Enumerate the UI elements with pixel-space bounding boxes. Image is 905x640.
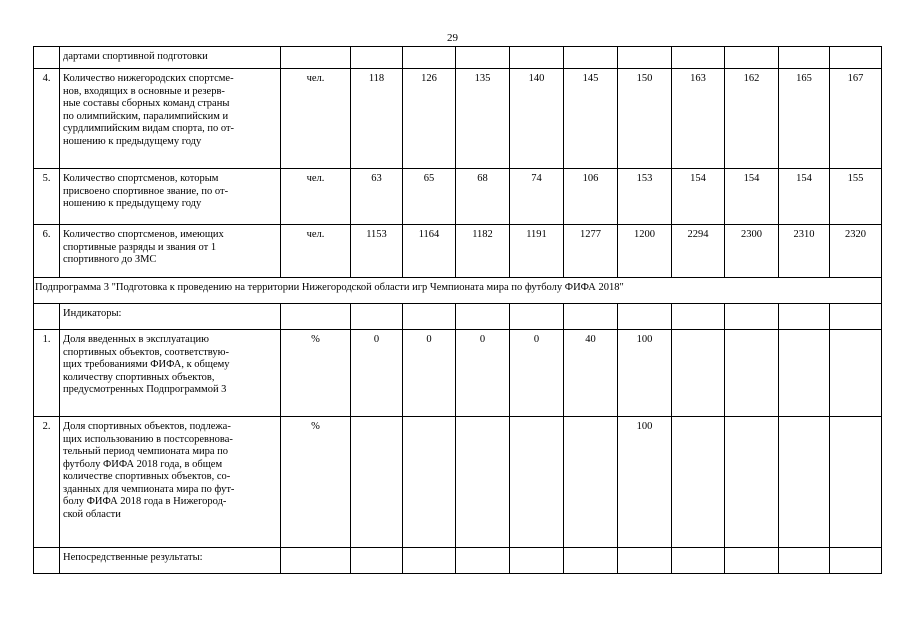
value-cell [564,304,618,330]
table-row [34,304,882,330]
value-cell: 2310 [779,225,830,278]
value-cell: 140 [510,69,564,169]
description-line: Количество спортсменов, имеющих [63,229,224,240]
description-line: тельный период чемпионата мира по [63,446,229,457]
value-cell: 1191 [510,225,564,278]
indicator-description [60,330,281,417]
value-cell [456,304,510,330]
value-cell: 65 [403,169,456,225]
indicator-description [60,417,281,548]
value-cell [672,330,725,417]
unit-cell: % [281,330,351,417]
row-number: 5. [34,169,60,225]
value-cell [456,417,510,548]
value-cell: 40 [564,330,618,417]
table-row [34,225,882,278]
description-line: ношению к предыдущему году [63,135,202,147]
value-cell [351,548,403,574]
value-cell: 100 [618,330,672,417]
description-line: Доля спортивных объектов, подлежа- [63,421,231,432]
value-cell [564,417,618,548]
description-line: футболу ФИФА 2018 года, в общем [63,458,223,470]
description-line: ные составы сборных команд страны [63,98,230,109]
value-cell [779,417,830,548]
unit-cell [281,47,351,69]
value-cell [779,47,830,69]
value-cell [456,548,510,574]
value-cell: 68 [456,169,510,225]
unit-cell: чел. [281,225,351,278]
description-line: ской области [63,508,121,520]
row-number: 2. [34,417,60,548]
indicators-label: Индикаторы: [60,304,281,330]
value-cell [672,304,725,330]
value-cell [779,548,830,574]
value-cell: 74 [510,169,564,225]
value-cell: 1277 [564,225,618,278]
value-cell: 63 [351,169,403,225]
description-line: щих использованию в постсоревнова- [63,433,233,445]
value-cell [403,548,456,574]
description-line: спортивного до ЗМС [63,254,157,265]
value-cell: 126 [403,69,456,169]
value-cell: 100 [618,417,672,548]
row-number: 1. [34,330,60,417]
value-cell: 150 [618,69,672,169]
value-cell [779,330,830,417]
value-cell [510,304,564,330]
value-cell [510,548,564,574]
description-line: предусмотренных Подпрограммой 3 [63,384,227,395]
value-cell: 2294 [672,225,725,278]
value-cell: 155 [830,169,882,225]
value-cell: 1200 [618,225,672,278]
description-line: количеству спортивных объектов, [63,371,215,383]
row-number [34,47,60,69]
value-cell [351,417,403,548]
value-cell: 167 [830,69,882,169]
value-cell: 135 [456,69,510,169]
value-cell [725,417,779,548]
table-row [34,417,882,548]
indicator-description [60,47,281,69]
value-cell [456,47,510,69]
description-line: нов, входящих в основные и резерв- [63,85,225,97]
value-cell [403,304,456,330]
indicator-description [60,225,281,278]
row-number [34,304,60,330]
value-cell [618,304,672,330]
unit-cell: чел. [281,69,351,169]
description-line: Количество нижегородских спортсме- [63,73,234,84]
description-line: спортивные разряды и звания от 1 [63,241,217,253]
description-line: Количество спортсменов, которым [63,173,219,184]
indicator-description [60,169,281,225]
table-row [34,548,882,574]
description-line: спортивных объектов, соответствую- [63,346,229,358]
value-cell [564,47,618,69]
value-cell [403,47,456,69]
subprogram-title: Подпрограмма 3 "Подготовка к проведению на территории Нижегородской области игр Чемпионата мира по футболу ФИФА 2018" [34,278,882,304]
value-cell [351,304,403,330]
row-number [34,548,60,574]
value-cell: 165 [779,69,830,169]
value-cell [510,47,564,69]
value-cell [403,417,456,548]
description-line: болу ФИФА 2018 года в Нижегород- [63,496,227,507]
description-line: ношению к предыдущему году [63,198,202,209]
value-cell: 1182 [456,225,510,278]
value-cell [725,47,779,69]
indicators-table [33,46,882,574]
description-line: щих требованиями ФИФА, к общему [63,359,230,370]
value-cell [510,417,564,548]
value-cell: 106 [564,169,618,225]
value-cell: 162 [725,69,779,169]
value-cell: 154 [672,169,725,225]
indicator-description [60,69,281,169]
unit-cell: чел. [281,169,351,225]
value-cell [725,548,779,574]
table-row [34,169,882,225]
value-cell [725,330,779,417]
description-line: дартами спортивной подготовки [63,51,208,62]
page-number: 29 [447,32,458,44]
table-body [34,47,882,574]
value-cell: 118 [351,69,403,169]
value-cell: 154 [725,169,779,225]
value-cell: 2320 [830,225,882,278]
description-line: присвоено спортивное звание, по от- [63,185,229,197]
description-line: сурдлимпийским видам спорта, по от- [63,123,235,134]
value-cell [351,47,403,69]
value-cell: 0 [351,330,403,417]
table-row [34,47,882,69]
unit-cell: % [281,417,351,548]
value-cell [830,548,882,574]
unit-cell [281,304,351,330]
value-cell [672,548,725,574]
value-cell [830,47,882,69]
table-row [34,330,882,417]
subprogram-row [34,278,882,304]
value-cell: 0 [510,330,564,417]
value-cell [618,548,672,574]
table-row [34,69,882,169]
value-cell [779,304,830,330]
value-cell [830,417,882,548]
value-cell: 0 [403,330,456,417]
row-number: 4. [34,69,60,169]
value-cell [618,47,672,69]
value-cell: 1153 [351,225,403,278]
description-line: количестве спортивных объектов, со- [63,471,231,482]
unit-cell [281,548,351,574]
value-cell [564,548,618,574]
row-number: 6. [34,225,60,278]
description-line: по олимпийским, паралимпийским и [63,110,229,122]
value-cell: 0 [456,330,510,417]
direct-results-label: Непосредственные результаты: [60,548,281,574]
value-cell [672,47,725,69]
value-cell: 2300 [725,225,779,278]
value-cell [672,417,725,548]
value-cell: 163 [672,69,725,169]
value-cell [830,330,882,417]
value-cell: 154 [779,169,830,225]
value-cell [830,304,882,330]
description-line: зданных для чемпионата мира по фут- [63,483,235,495]
value-cell: 1164 [403,225,456,278]
value-cell [725,304,779,330]
value-cell: 153 [618,169,672,225]
description-line: Доля введенных в эксплуатацию [63,334,209,345]
value-cell: 145 [564,69,618,169]
